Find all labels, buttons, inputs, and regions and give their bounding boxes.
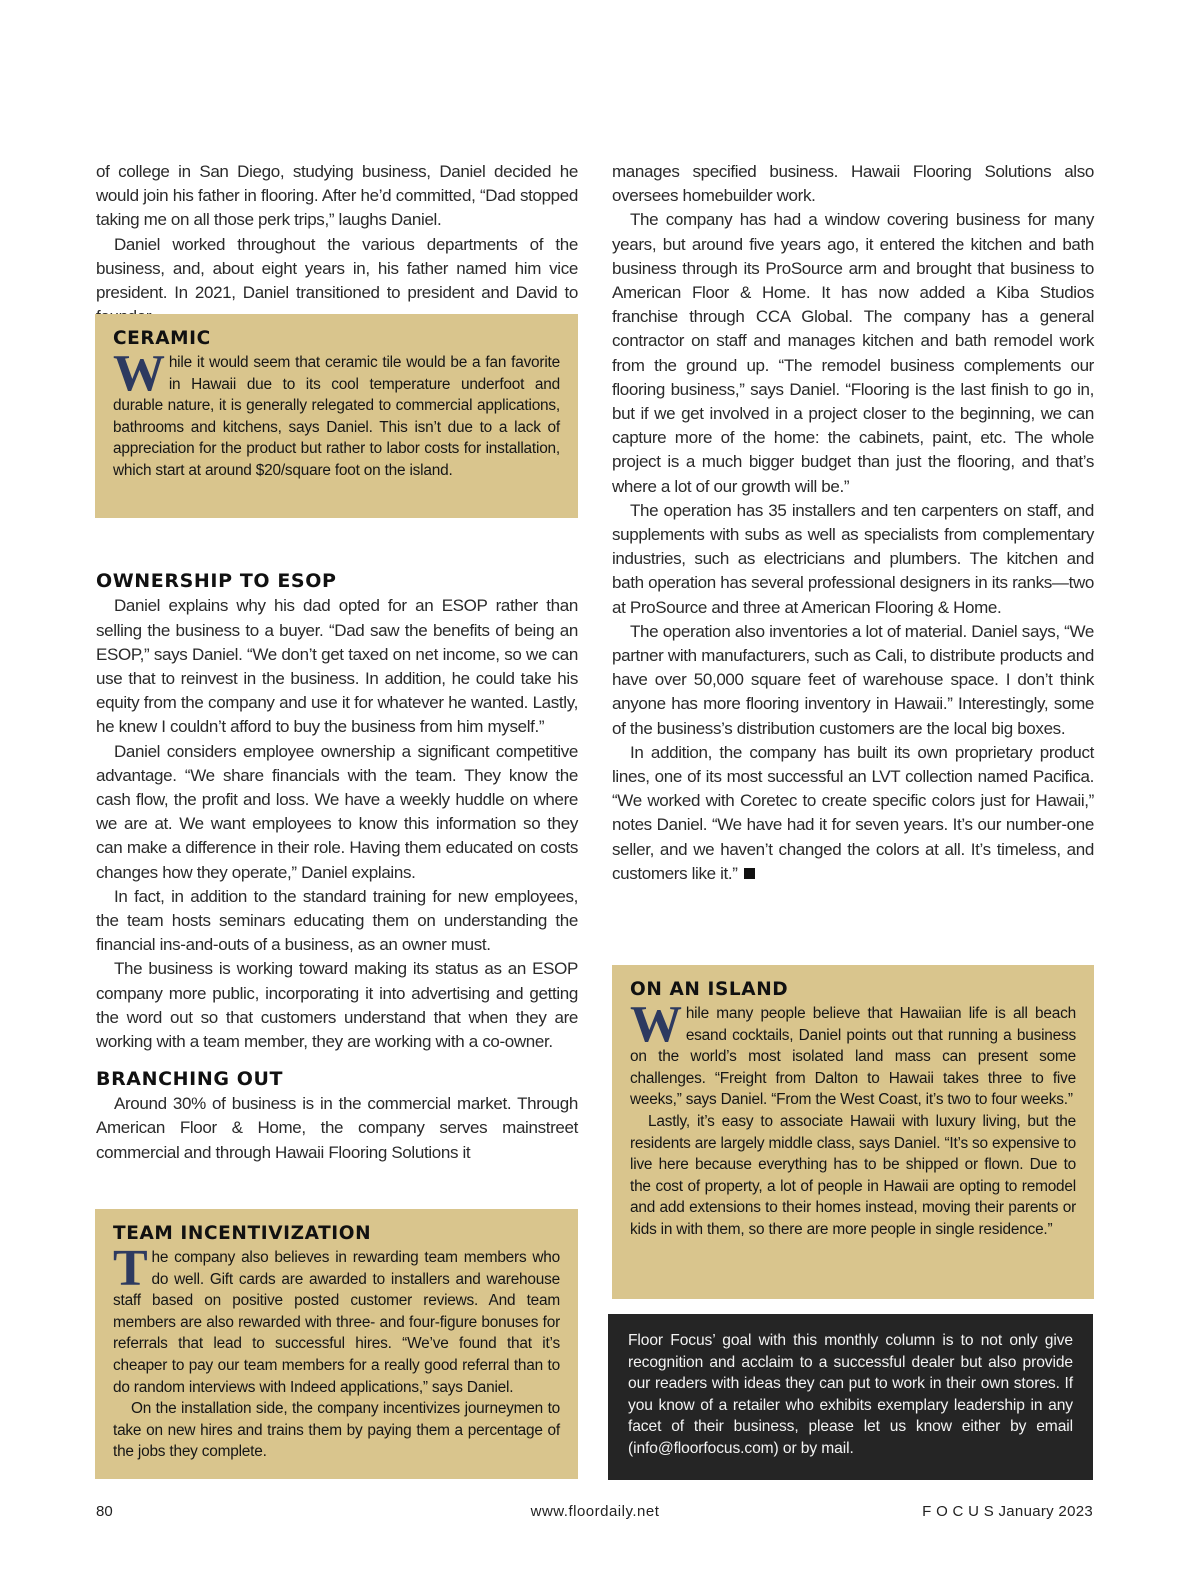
publication-date: F O C U S January 2023 [922,1503,1093,1520]
editor-note-text: Floor Focus’ goal with this monthly column is to not only give recognition and acclaim to a successful dealer but also provide our readers with ideas they can put to work in their own stores. If you know of a retailer who exhibits exemplary leadership in any facet of their business, please let us know either by email (info@floorfocus.com) or by mail. [628,1332,1073,1457]
end-of-article-mark [744,868,755,879]
section-heading-branching: BRANCHING OUT [96,1068,284,1091]
sidebar-on-an-island [612,965,1094,1299]
sidebar-text: Lastly, it’s easy to associate Hawaii with luxury living, but the residents are largely middle class, says Daniel. “It’s so expensive to live here because everything has to be shipped or flown. Due to the cost of property, a lot of people in Hawaii are opting to remodel and add extensions to their homes instead, moving their parents or kids in with them, so there are more people in single residence.” [630,1112,1076,1238]
sidebar-team-incentivization [95,1209,578,1479]
article-paragraph: In fact, in addition to the standard training for new employees, the team hosts seminars educating them on understanding the financial ins-and-outs of a business, as an owner must. [96,886,578,955]
left-column [96,160,578,1165]
sidebar-text [113,1240,560,1398]
right-column [612,160,1094,886]
article-paragraph: The operation has 35 installers and ten carpenters on staff, and supplements with subs as well as specialists from complementary industries, such as electricians and plumbers. The kitchen and bath operation has several professional designers in its ranks—two at ProSource and three at American Flooring & Home. [612,500,1094,617]
article-paragraph [612,741,1094,886]
sidebar-ceramic [95,314,578,518]
article-paragraph: The business is working toward making its status as an ESOP company more public, incorporating it into advertising and getting the word out so that customers understand that when they are working with a team member, they are working with a co-owner. [96,959,578,1052]
sidebar-text: On the installation side, the company incentivizes journeymen to take on new hires and trains them by paying them a percentage of the jobs they complete. [113,1400,560,1461]
section-heading-ownership: OWNERSHIP TO ESOP [96,570,337,593]
sidebar-heading: CERAMIC [113,328,211,349]
sidebar-body: he company also believes in rewarding team members who do well. Gift cards are awarded to installers and warehouse staff based on positive posted customer reviews. And team members are also rewarded with three- and four-figure bonuses for referrals that lead to successful hires. “We’ve found that it’s cheaper to pay our team members for a really good referral than to do random interviews with Indeed applications,” says Daniel. [113,1249,560,1396]
article-paragraph: Daniel considers employee ownership a significant competitive advantage. “We share financials with the team. They know the cash flow, the profit and loss. We have a weekly huddle on where we are at. We want employees to know this information so they can make a difference in their role. Having them educated on costs changes how they operate,” Daniel explains. [96,741,578,882]
sidebar-body: hile it would seem that ceramic tile would be a fan favorite in Hawaii due to its cool temperature underfoot and durable nature, it is generally relegated to commercial applications, bathrooms and kitchens, says Daniel. This isn’t due to a lack of appreciation for the product but rather to labor costs for installation, which start at around $20/square foot on the island. [113,354,560,479]
article-paragraph: Daniel worked throughout the various departments of the business, and, about eight years in, his father named him vice president. In 2021, Daniel transitioned to president and David to [96,234,578,303]
sidebar-heading: TEAM INCENTIVIZATION [113,1223,372,1244]
drop-cap: W [113,345,165,402]
drop-cap: T [113,1240,148,1297]
article-paragraph: manages specified business. Hawaii Flooring Solutions also oversees homebuilder work. [612,162,1094,206]
article-paragraph: of college in San Diego, studying business, Daniel decided he would join his father in flooring. After he’d committed, “Dad stopped taking me on all those perk trips,” laughs Daniel. [96,162,578,230]
sidebar-heading: ON AN ISLAND [630,979,789,1000]
paragraph-text: In addition, the company has built its own proprietary product lines, one of its most successful an LVT collection named Pacifica. “We worked with Coretec to create specific colors just for Hawaii,” notes Daniel. “We have had it for seven years. It’s our number-one seller, and we haven’t changed the colors at all. It’s timeless, and customers like it.” [612,742,1094,883]
article-paragraph: Daniel explains why his dad opted for an ESOP rather than selling the business to a buyer. “Dad saw the benefits of being an ESOP,” says Daniel. “We don’t get taxed on net income, so we can use that to reinvest in the business. In addition, he could take his equity from the company and use it for whatever he wanted. Lastly, he knew I couldn’t afford to buy the business from him myself.” [96,596,578,737]
website-link[interactable]: www.floordaily.net [530,1503,660,1520]
sidebar-text [113,345,560,482]
article-paragraph: The operation also inventories a lot of material. Daniel says, “We partner with manufacturers, such as Cali, to distribute products and have over 50,000 square feet of warehouse space. I don’t think anyone has more flooring inventory in Hawaii.” Interestingly, some of the business’s distribution customers are the local big boxes. [612,621,1094,738]
sidebar-text [630,996,1076,1111]
article-paragraph: Around 30% of business is in the commercial market. Through American Floor & Home, the company serves mainstreet commercial and through Hawaii Flooring Solutions it [96,1094,578,1162]
drop-cap: W [630,996,682,1053]
sidebar-body: hile many people believe that Hawaiian life is all beach esand cocktails, Daniel points out that running a business on the world’s most isolated land mass can present some challenges. “Freight from Dalton to Hawaii takes three to five weeks,” says Daniel. “From the West Coast, it’s two to four weeks.” [630,1005,1076,1109]
article-paragraph: The company has had a window covering business for many years, but around five years ago, it entered the kitchen and bath business through its ProSource arm and brought that business to American Floor & Home. It has now added a Kiba Studios franchise through CCA Global. The company has a general contractor on staff and manages kitchen and bath remodel work from the ground up. “The remodel business complements our flooring business,” says Daniel. “Flooring is the last finish to go in, but if we get involved in a project closer to the beginning, we can capture more of the home: the cabinets, paint, etc. The whole project is a much bigger budget than just the flooring, and that’s where a lot of our growth will be.” [612,210,1094,496]
page-number: 80 [96,1503,113,1520]
editor-note-box [608,1314,1093,1480]
